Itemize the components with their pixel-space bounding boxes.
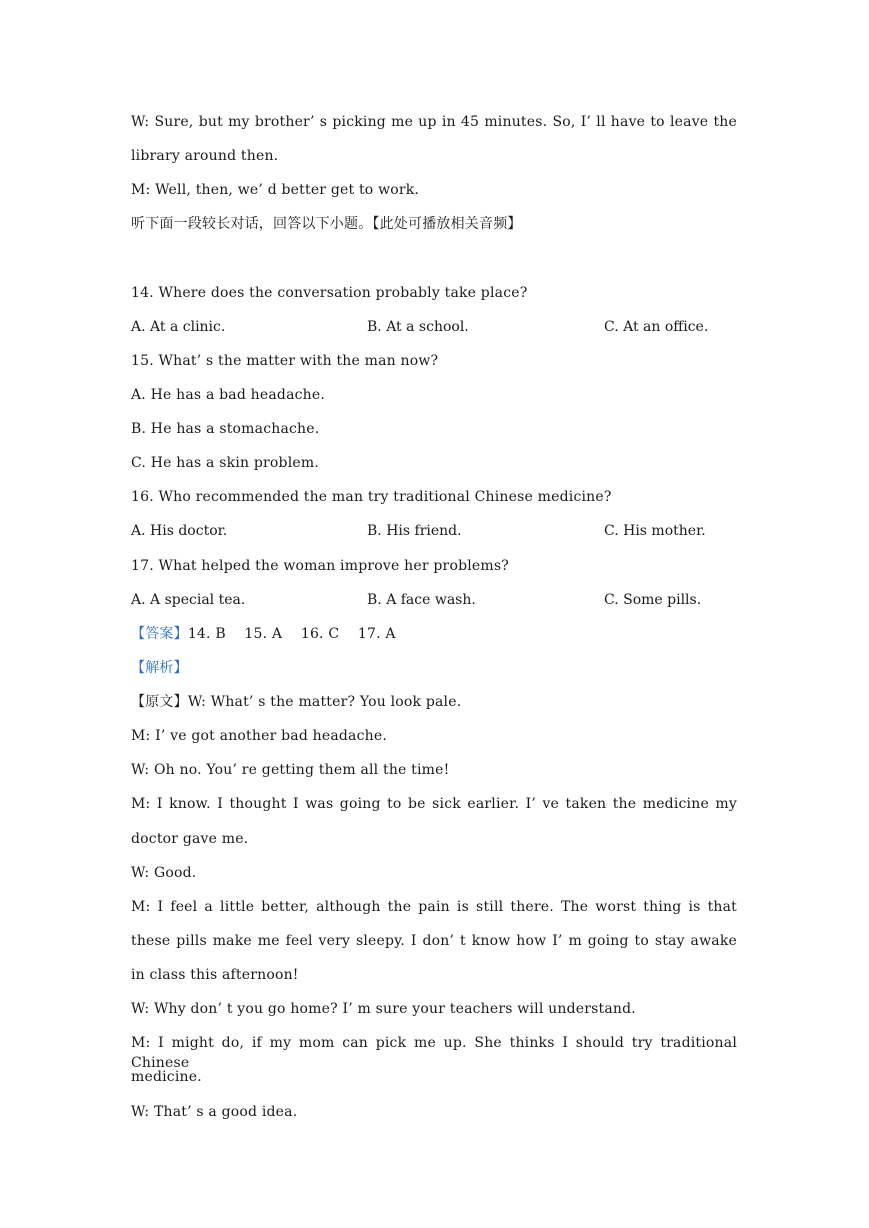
transcript-line: W: Oh no. You’ re getting them all the time! — [131, 762, 450, 778]
transcript-line: M: I might do, if my mom can pick me up. She thinks I should try traditional Chinese — [131, 1035, 737, 1071]
answer-line — [131, 624, 396, 644]
answer-tag: 【答案】 — [131, 626, 188, 642]
answer-text: 14. B 15. A 16. C 17. A — [187, 626, 396, 642]
option-c: C. He has a skin problem. — [131, 455, 319, 471]
option-b: B. A face wash. — [367, 592, 476, 608]
dialogue-line: W: Sure, but my brother’ s picking me up in 45 minutes. So, I’ ll have to leave the — [131, 114, 737, 130]
analysis-tag: 【解析】 — [131, 660, 188, 676]
option-c: C. At an office. — [604, 319, 709, 335]
transcript-line: M: I feel a little better, although the pain is still there. The worst thing is that — [131, 899, 737, 915]
question-stem: 15. What’ s the matter with the man now? — [131, 353, 439, 369]
option-b: B. His friend. — [367, 523, 462, 539]
option-a: A. At a clinic. — [131, 319, 226, 335]
transcript-tag: 【原文】 — [131, 694, 188, 710]
option-a: A. A special tea. — [131, 592, 246, 608]
option-b: B. At a school. — [367, 319, 469, 335]
option-a: A. He has a bad headache. — [131, 387, 326, 403]
transcript-line: W: That’ s a good idea. — [131, 1104, 298, 1120]
dialogue-line: M: Well, then, we’ d better get to work. — [131, 182, 420, 198]
transcript-line: W: Why don’ t you go home? I’ m sure your teachers will understand. — [131, 1001, 636, 1017]
transcript-line: M: I’ ve got another bad headache. — [131, 728, 387, 744]
transcript-text: W: What’ s the matter? You look pale. — [187, 694, 462, 710]
option-b: B. He has a stomachache. — [131, 421, 320, 437]
transcript-line: in class this afternoon! — [131, 967, 299, 983]
transcript-line: medicine. — [131, 1069, 202, 1085]
option-c: C. Some pills. — [604, 592, 702, 608]
transcript-line: W: Good. — [131, 865, 197, 881]
option-c: C. His mother. — [604, 523, 706, 539]
question-stem: 17. What helped the woman improve her problems? — [131, 558, 509, 574]
dialogue-line: library around then. — [131, 148, 279, 164]
section-instruction: 听下面一段较长对话，回答以下小题。【此处可播放相关音频】 — [131, 216, 522, 232]
transcript-first-line — [131, 692, 461, 712]
question-stem: 14. Where does the conversation probably take place? — [131, 285, 528, 301]
transcript-line: M: I know. I thought I was going to be sick earlier. I’ ve taken the medicine my — [131, 796, 737, 812]
transcript-line: these pills make me feel very sleepy. I don’ t know how I’ m going to stay awake — [131, 933, 737, 949]
transcript-line: doctor gave me. — [131, 831, 249, 847]
option-a: A. His doctor. — [131, 523, 228, 539]
question-stem: 16. Who recommended the man try traditional Chinese medicine? — [131, 489, 612, 505]
